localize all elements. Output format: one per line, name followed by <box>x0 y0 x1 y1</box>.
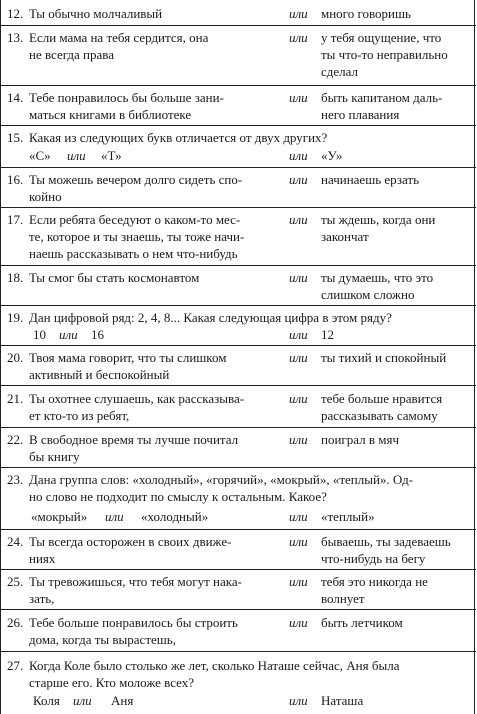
option-a: Коля <box>33 693 60 708</box>
question-number: 25. <box>7 574 24 589</box>
table-row <box>1 346 476 386</box>
or-word: или <box>289 350 308 365</box>
question-number: 22. <box>7 432 24 447</box>
answer-text: что-нибудь на бегу <box>321 551 426 566</box>
question-text: Ты охотнее слушаешь, как рассказыва- <box>29 391 245 406</box>
answer-text: поиграл в мяч <box>321 432 399 447</box>
table-row <box>1 468 476 530</box>
answer-text: тебе больше нравится <box>321 391 443 406</box>
question-text: ниях <box>29 551 56 566</box>
or-word: или <box>289 509 308 524</box>
answer-text: бываешь, ты задеваешь <box>321 534 451 549</box>
option-b: Аня <box>111 693 134 708</box>
option-a: «мокрый» <box>31 509 88 524</box>
question-text: Тебе понравилось бы больше зани- <box>29 90 224 105</box>
question-number: 14. <box>7 90 24 105</box>
or-word: или <box>289 270 308 285</box>
answer-text: ты тихий и спокойный <box>321 350 447 365</box>
question-number: 19. <box>7 310 24 325</box>
or-word: или <box>289 693 308 708</box>
answer-text: закончат <box>321 229 369 244</box>
or-word: или <box>289 212 308 227</box>
question-text: те, которое и ты знаешь, ты тоже начи- <box>29 229 245 244</box>
question-text: маться книгами в библиотеке <box>29 107 192 122</box>
answer-text: тебя это никогда не <box>321 574 428 589</box>
question-number: 15. <box>7 130 24 145</box>
answer-text: ты думаешь, что это <box>321 270 434 285</box>
question-number: 21. <box>7 391 24 406</box>
question-text: Дан цифровой ряд: 2, 4, 8... Какая следующая цифра в этом ряду? <box>29 310 392 325</box>
answer-text: волнует <box>321 591 365 606</box>
or-word: или <box>289 327 308 342</box>
answer-text: много говоришь <box>321 6 411 21</box>
table-row <box>1 652 476 714</box>
question-text: койно <box>29 189 62 204</box>
table-row <box>1 168 476 208</box>
answer-text: ты что-то неправильно <box>321 47 448 62</box>
or-word: или <box>67 148 86 163</box>
or-word: или <box>59 327 78 342</box>
question-text: Твоя мама говорит, что ты слишком <box>29 350 227 365</box>
question-text: Ты обычно молчаливый <box>29 6 163 21</box>
question-text: Ты тревожишься, что тебя могут нака- <box>29 574 242 589</box>
or-word: или <box>289 90 308 105</box>
question-text: Когда Коле было столько же лет, сколько Наташе сейчас, Аня была <box>29 658 400 673</box>
table-row <box>1 428 476 468</box>
table-row <box>1 266 476 306</box>
question-text: ет кто-то из ребят, <box>29 408 130 423</box>
question-number: 16. <box>7 172 24 187</box>
or-word: или <box>105 509 124 524</box>
answer-text: быть капитаном даль- <box>321 90 443 105</box>
option-b: «Т» <box>101 148 122 163</box>
or-word: или <box>289 172 308 187</box>
option-a: «С» <box>29 148 51 163</box>
or-word: или <box>289 615 308 630</box>
table-row <box>1 0 476 26</box>
table-row <box>1 208 476 266</box>
or-word: или <box>289 574 308 589</box>
option-b: «холодный» <box>141 509 209 524</box>
question-text: Если мама на тебя сердится, она <box>29 30 209 45</box>
answer-text: Наташа <box>321 693 364 708</box>
question-text: не всегда права <box>29 47 115 62</box>
question-number: 12. <box>7 6 24 21</box>
table-row <box>1 386 476 428</box>
table-row <box>1 530 476 570</box>
answer-text: слишком сложно <box>321 287 415 302</box>
question-text: Ты всегда осторожен в своих движе- <box>29 534 232 549</box>
question-number: 18. <box>7 270 24 285</box>
table-row <box>1 126 476 168</box>
or-word: или <box>289 30 308 45</box>
or-word: или <box>289 148 308 163</box>
question-number: 24. <box>7 534 24 549</box>
or-word: или <box>289 534 308 549</box>
answer-text: него плавания <box>321 107 400 122</box>
question-number: 23. <box>7 472 24 487</box>
or-word: или <box>289 6 308 21</box>
question-number: 26. <box>7 615 24 630</box>
table-row <box>1 570 476 610</box>
question-number: 27. <box>7 658 24 673</box>
or-word: или <box>73 693 92 708</box>
answer-text: ты ждешь, когда они <box>321 212 436 227</box>
question-text: В свободное время ты лучше почитал <box>29 432 239 447</box>
question-number: 17. <box>7 212 24 227</box>
answer-text: у тебя ощущение, что <box>321 30 442 45</box>
answer-text: быть летчиком <box>321 615 403 630</box>
question-text: Дана группа слов: «холодный», «горячий», «мокрый», «теплый». Од- <box>29 472 414 487</box>
question-text: дома, когда ты вырастешь, <box>29 632 176 647</box>
table-row <box>1 610 476 652</box>
option-a: 10 <box>33 327 46 342</box>
answer-text: 12 <box>321 327 334 342</box>
question-text: Ты можешь вечером долго сидеть спо- <box>29 172 243 187</box>
or-word: или <box>289 432 308 447</box>
question-text: активный и беспокойный <box>29 367 170 382</box>
answer-text: «теплый» <box>321 509 375 524</box>
answer-text: сделал <box>321 64 359 79</box>
question-text: старше его. Кто моложе всех? <box>29 675 195 690</box>
question-text: Ты смог бы стать космонавтом <box>29 270 200 285</box>
question-text: Какая из следующих букв отличается от двух других? <box>29 130 328 145</box>
question-text: зать, <box>29 591 55 606</box>
question-text: наешь рассказывать о нем что-нибудь <box>29 246 238 261</box>
table-row <box>1 26 476 86</box>
answer-text: рассказывать самому <box>321 408 438 423</box>
question-number: 20. <box>7 350 24 365</box>
table-row <box>1 86 476 126</box>
question-text: Если ребята беседуют о каком-то мес- <box>29 212 241 227</box>
or-word: или <box>289 391 308 406</box>
question-number: 13. <box>7 30 24 45</box>
option-b: 16 <box>91 327 104 342</box>
answer-text: «У» <box>321 148 343 163</box>
question-text: Тебе больше понравилось бы строить <box>29 615 238 630</box>
table-row <box>1 306 476 346</box>
question-text: но слово не подходит по смыслу к остальным. Какое? <box>29 489 327 504</box>
question-text: бы книгу <box>29 449 80 464</box>
answer-text: начинаешь ерзать <box>321 172 419 187</box>
